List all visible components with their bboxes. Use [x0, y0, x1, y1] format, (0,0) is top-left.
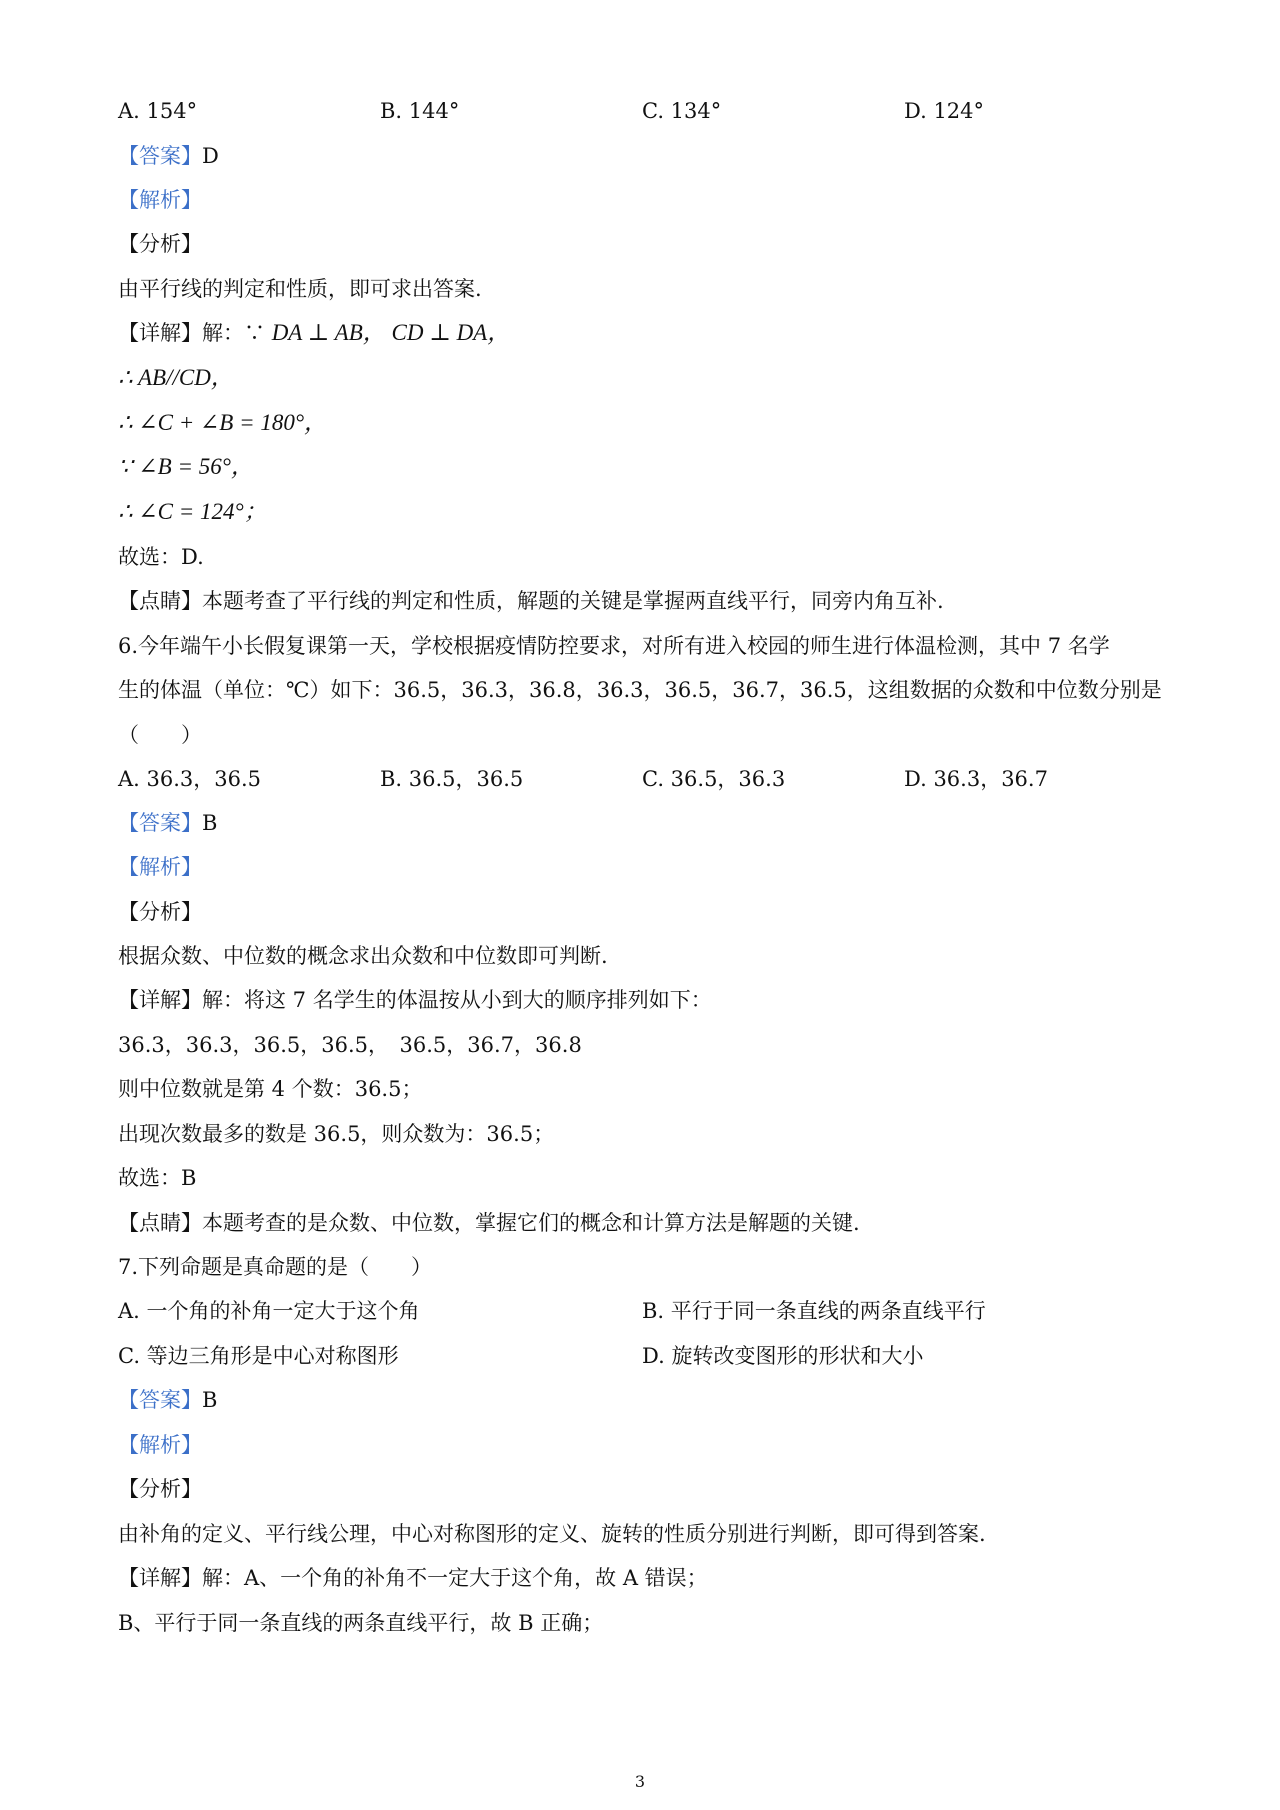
q5-choice: 故选：D.: [118, 545, 204, 569]
q5-option-d: D. 124°: [904, 99, 985, 123]
q5-fenxi-tag: 【分析】: [118, 232, 202, 256]
q5-option-c: C. 134°: [642, 99, 722, 123]
detail-text: 解：将这 7 名学生的体温按从小到大的顺序排列如下：: [202, 988, 712, 1012]
answer-value: B: [202, 811, 218, 835]
answer-tag: 【答案】: [118, 811, 202, 835]
dianjing-tag: 【点睛】: [118, 1211, 202, 1235]
q5-fenxi: 由平行线的判定和性质，即可求出答案.: [118, 277, 482, 301]
q5-answer: [118, 141, 1200, 171]
q6-answer: [118, 808, 1200, 838]
q6-option-d: D. 36.3，36.7: [904, 767, 1048, 791]
detail-tag: 【详解】: [118, 1566, 202, 1590]
step-3: ∴ ∠C + ∠B = 180°，: [118, 410, 328, 435]
q6-dianjing: [118, 1208, 1200, 1238]
answer-tag: 【答案】: [118, 144, 202, 168]
page-number: 3: [634, 1772, 646, 1791]
q7-detail: [118, 1563, 1200, 1593]
dianjing-text: 本题考查了平行线的判定和性质，解题的关键是掌握两直线平行，同旁内角互补.: [202, 589, 944, 613]
q7-option-c: C. 等边三角形是中心对称图形: [118, 1344, 399, 1368]
q7-analysis-tag: 【解析】: [118, 1433, 202, 1457]
q7-detail-2: B、平行于同一条直线的两条直线平行，故 B 正确；: [118, 1611, 604, 1635]
answer-tag: 【答案】: [118, 1388, 202, 1412]
q6-choice: 故选：B: [118, 1166, 197, 1190]
q7-option-a: A. 一个角的补角一定大于这个角: [118, 1299, 420, 1323]
q5-detail: [118, 318, 1200, 348]
detail-tag: 【详解】: [118, 988, 202, 1012]
dianjing-text: 本题考查的是众数、中位数，掌握它们的概念和计算方法是解题的关键.: [202, 1211, 860, 1235]
q5-dianjing: [118, 586, 1200, 616]
detail-intro: 解：∵: [202, 321, 265, 345]
q6-option-a: A. 36.3，36.5: [118, 767, 262, 791]
detail-tag: 【详解】: [118, 321, 202, 345]
q7-answer: [118, 1385, 1200, 1415]
step-5: ∴ ∠C = 124°；: [118, 499, 267, 524]
q6-mode: 出现次数最多的数是 36.5，则众数为：36.5；: [118, 1122, 555, 1146]
detail-text: 解：A、一个角的补角不一定大于这个角，故 A 错误；: [202, 1566, 708, 1590]
step-4: ∵ ∠B = 56°，: [118, 454, 254, 479]
dianjing-tag: 【点睛】: [118, 589, 202, 613]
q6-stem-line-2: 生的体温（单位：℃）如下：36.5，36.3，36.8，36.3，36.5，36.7，36.5，这组数据的众数和中位数分别是: [118, 678, 1162, 702]
q7-option-d: D. 旋转改变图形的形状和大小: [642, 1344, 924, 1368]
q6-option-c: C. 36.5，36.3: [642, 767, 786, 791]
step-1: DA ⊥ AB， CD ⊥ DA，: [271, 320, 511, 345]
q5-option-b: B. 144°: [380, 99, 460, 123]
q6-stem-line-3: （ ）: [118, 723, 202, 747]
step-2: ∴ AB//CD，: [118, 365, 234, 390]
q6-median: 则中位数就是第 4 个数：36.5；: [118, 1077, 423, 1101]
q6-fenxi-tag: 【分析】: [118, 900, 202, 924]
q6-analysis-tag: 【解析】: [118, 855, 202, 879]
q5-analysis-tag: 【解析】: [118, 188, 202, 212]
q7-option-b: B. 平行于同一条直线的两条直线平行: [642, 1299, 986, 1323]
q5-option-a: A. 154°: [118, 99, 198, 123]
q6-fenxi: 根据众数、中位数的概念求出众数和中位数即可判断.: [118, 944, 608, 968]
answer-value: D: [202, 144, 219, 168]
q6-option-b: B. 36.5，36.5: [380, 767, 524, 791]
answer-value: B: [202, 1388, 218, 1412]
q6-stem-line-1: 6.今年端午小长假复课第一天，学校根据疫情防控要求，对所有进入校园的师生进行体温检测，其中 7 名学: [118, 634, 1110, 658]
q6-detail: [118, 985, 1200, 1015]
q7-fenxi-tag: 【分析】: [118, 1477, 202, 1501]
q7-stem: 7.下列命题是真命题的是（ ）: [118, 1255, 433, 1279]
q6-sorted-values: 36.3，36.3，36.5，36.5， 36.5，36.7，36.8: [118, 1033, 582, 1057]
q7-fenxi: 由补角的定义、平行线公理，中心对称图形的定义、旋转的性质分别进行判断，即可得到答案.: [118, 1522, 986, 1546]
